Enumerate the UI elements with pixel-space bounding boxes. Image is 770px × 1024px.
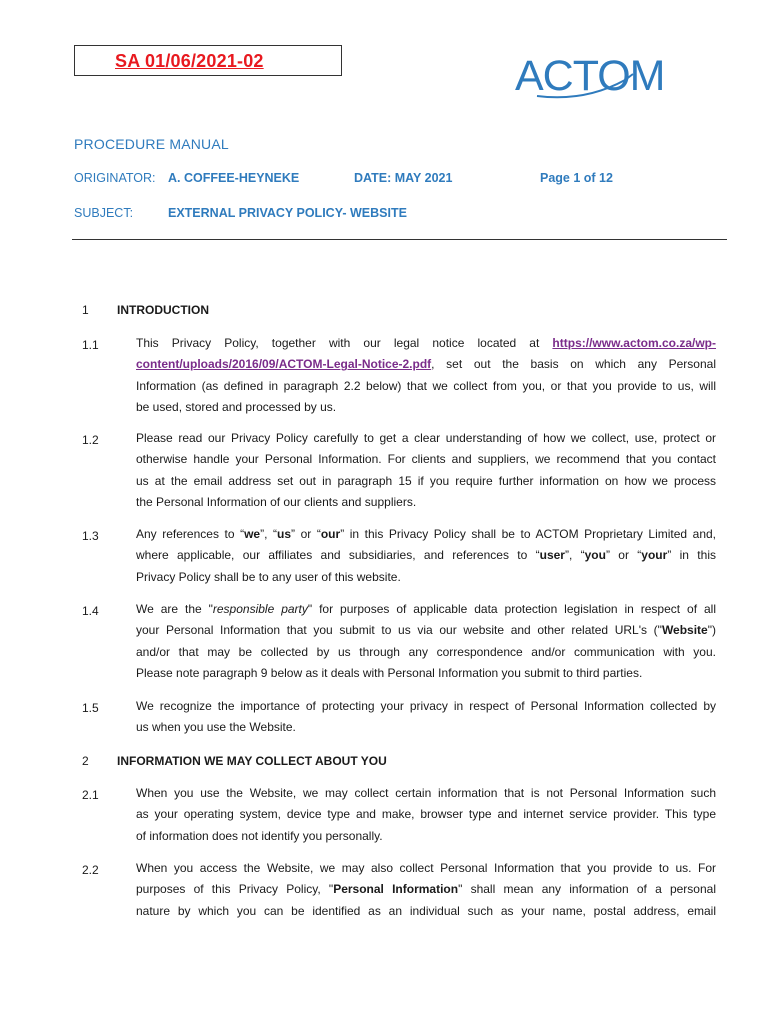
originator-value: A. COFFEE-HEYNEKE [168, 171, 300, 185]
text-line: be used, stored and processed by us. [136, 399, 337, 414]
text-line: where applicable, our affiliates and subsidiaries, and references to “user”, “you” or “your” in this [136, 548, 716, 563]
actom-logo [515, 50, 701, 100]
clause-number: 2.2 [82, 863, 99, 877]
subject-value: EXTERNAL PRIVACY POLICY- WEBSITE [168, 206, 407, 220]
text-line: otherwise handle your Personal Information. For clients and suppliers, we recommend that you contact [136, 452, 716, 467]
clause-text [136, 599, 716, 684]
text-line: Information (as defined in paragraph 2.2 below) that we collect from you, or that you provide to us, will [136, 378, 716, 393]
clause-number: 1.3 [82, 529, 99, 543]
text-line: and/or that may be collected by us through any correspondence and/or communication with you. [136, 644, 716, 659]
text-line: purposes of this Privacy Policy, "Personal Information" shall mean any information of a personal [136, 882, 716, 897]
text-line: When you access the Website, we may also collect Personal Information that you provide to us. For [136, 861, 716, 875]
document-type: PROCEDURE MANUAL [74, 136, 229, 152]
text-line: us at the email address set out in paragraph 15 if you require further information on how we process [136, 473, 716, 488]
text-line: We are the "responsible party" for purposes of applicable data protection legislation in respect of all [136, 602, 717, 616]
document-date: DATE: MAY 2021 [354, 171, 453, 185]
clause-number: 1.4 [82, 604, 99, 618]
text-line: content/uploads/2016/09/ACTOM-Legal-Notice-2.pdf, set out the basis on which any Personal [136, 357, 716, 372]
page-number: Page 1 of 12 [540, 171, 613, 185]
subject-label: SUBJECT: [74, 206, 134, 220]
text-line: Privacy Policy shall be to any user of this website. [136, 569, 401, 584]
text-line: When you use the Website, we may collect certain information that is not Personal Information such [136, 786, 716, 800]
text-line: We recognize the importance of protecting your privacy in respect of Personal Information collected by [136, 699, 716, 713]
text-line: of information does not identify you personally. [136, 828, 383, 843]
legal-notice-link[interactable]: content/uploads/2016/09/ACTOM-Legal-Notice-2.pdf [136, 357, 432, 372]
svg-text:ACTOM: ACTOM [515, 52, 665, 100]
reference-number: SA 01/06/2021-02 [115, 51, 264, 71]
text-line: This Privacy Policy, together with our legal notice located at https://www.actom.co.za/wp- [136, 336, 716, 350]
text-line: Please note paragraph 9 below as it deals with Personal Information you submit to third parties. [136, 665, 643, 680]
header-divider [72, 239, 727, 240]
section-title: INFORMATION WE MAY COLLECT ABOUT YOU [117, 754, 387, 768]
text-line: Please read our Privacy Policy carefully to get a clear understanding of how we collect, use, protect or [136, 431, 716, 445]
section-number: 1 [82, 303, 89, 317]
reference-box [74, 45, 342, 76]
clause-number: 2.1 [82, 788, 99, 802]
clause-number: 1.2 [82, 433, 99, 447]
text-line: nature by which you can be identified as an individual such as your name, postal address, email [136, 903, 716, 918]
clause-text [136, 428, 716, 513]
clause-number: 1.1 [82, 338, 99, 352]
section-title: INTRODUCTION [117, 303, 209, 317]
clause-text [136, 333, 716, 418]
text-line: as your operating system, device type and make, browser type and internet service provider. This type [136, 807, 716, 822]
clause-text [136, 858, 716, 922]
text-line: us when you use the Website. [136, 720, 296, 735]
clause-text [136, 524, 716, 588]
clause-number: 1.5 [82, 701, 99, 715]
text-line: your Personal Information that you submit to us via our website and other related URL's ("Website") [136, 623, 716, 638]
text-line: the Personal Information of our clients and suppliers. [136, 494, 417, 509]
text-line: Any references to “we”, “us” or “our” in this Privacy Policy shall be to ACTOM Proprietary Limited and, [136, 527, 717, 541]
originator-label: ORIGINATOR: [74, 171, 156, 185]
section-number: 2 [82, 754, 89, 768]
legal-notice-link[interactable]: https://www.actom.co.za/wp- [552, 336, 716, 350]
clause-text [136, 696, 716, 739]
clause-text [136, 783, 716, 847]
